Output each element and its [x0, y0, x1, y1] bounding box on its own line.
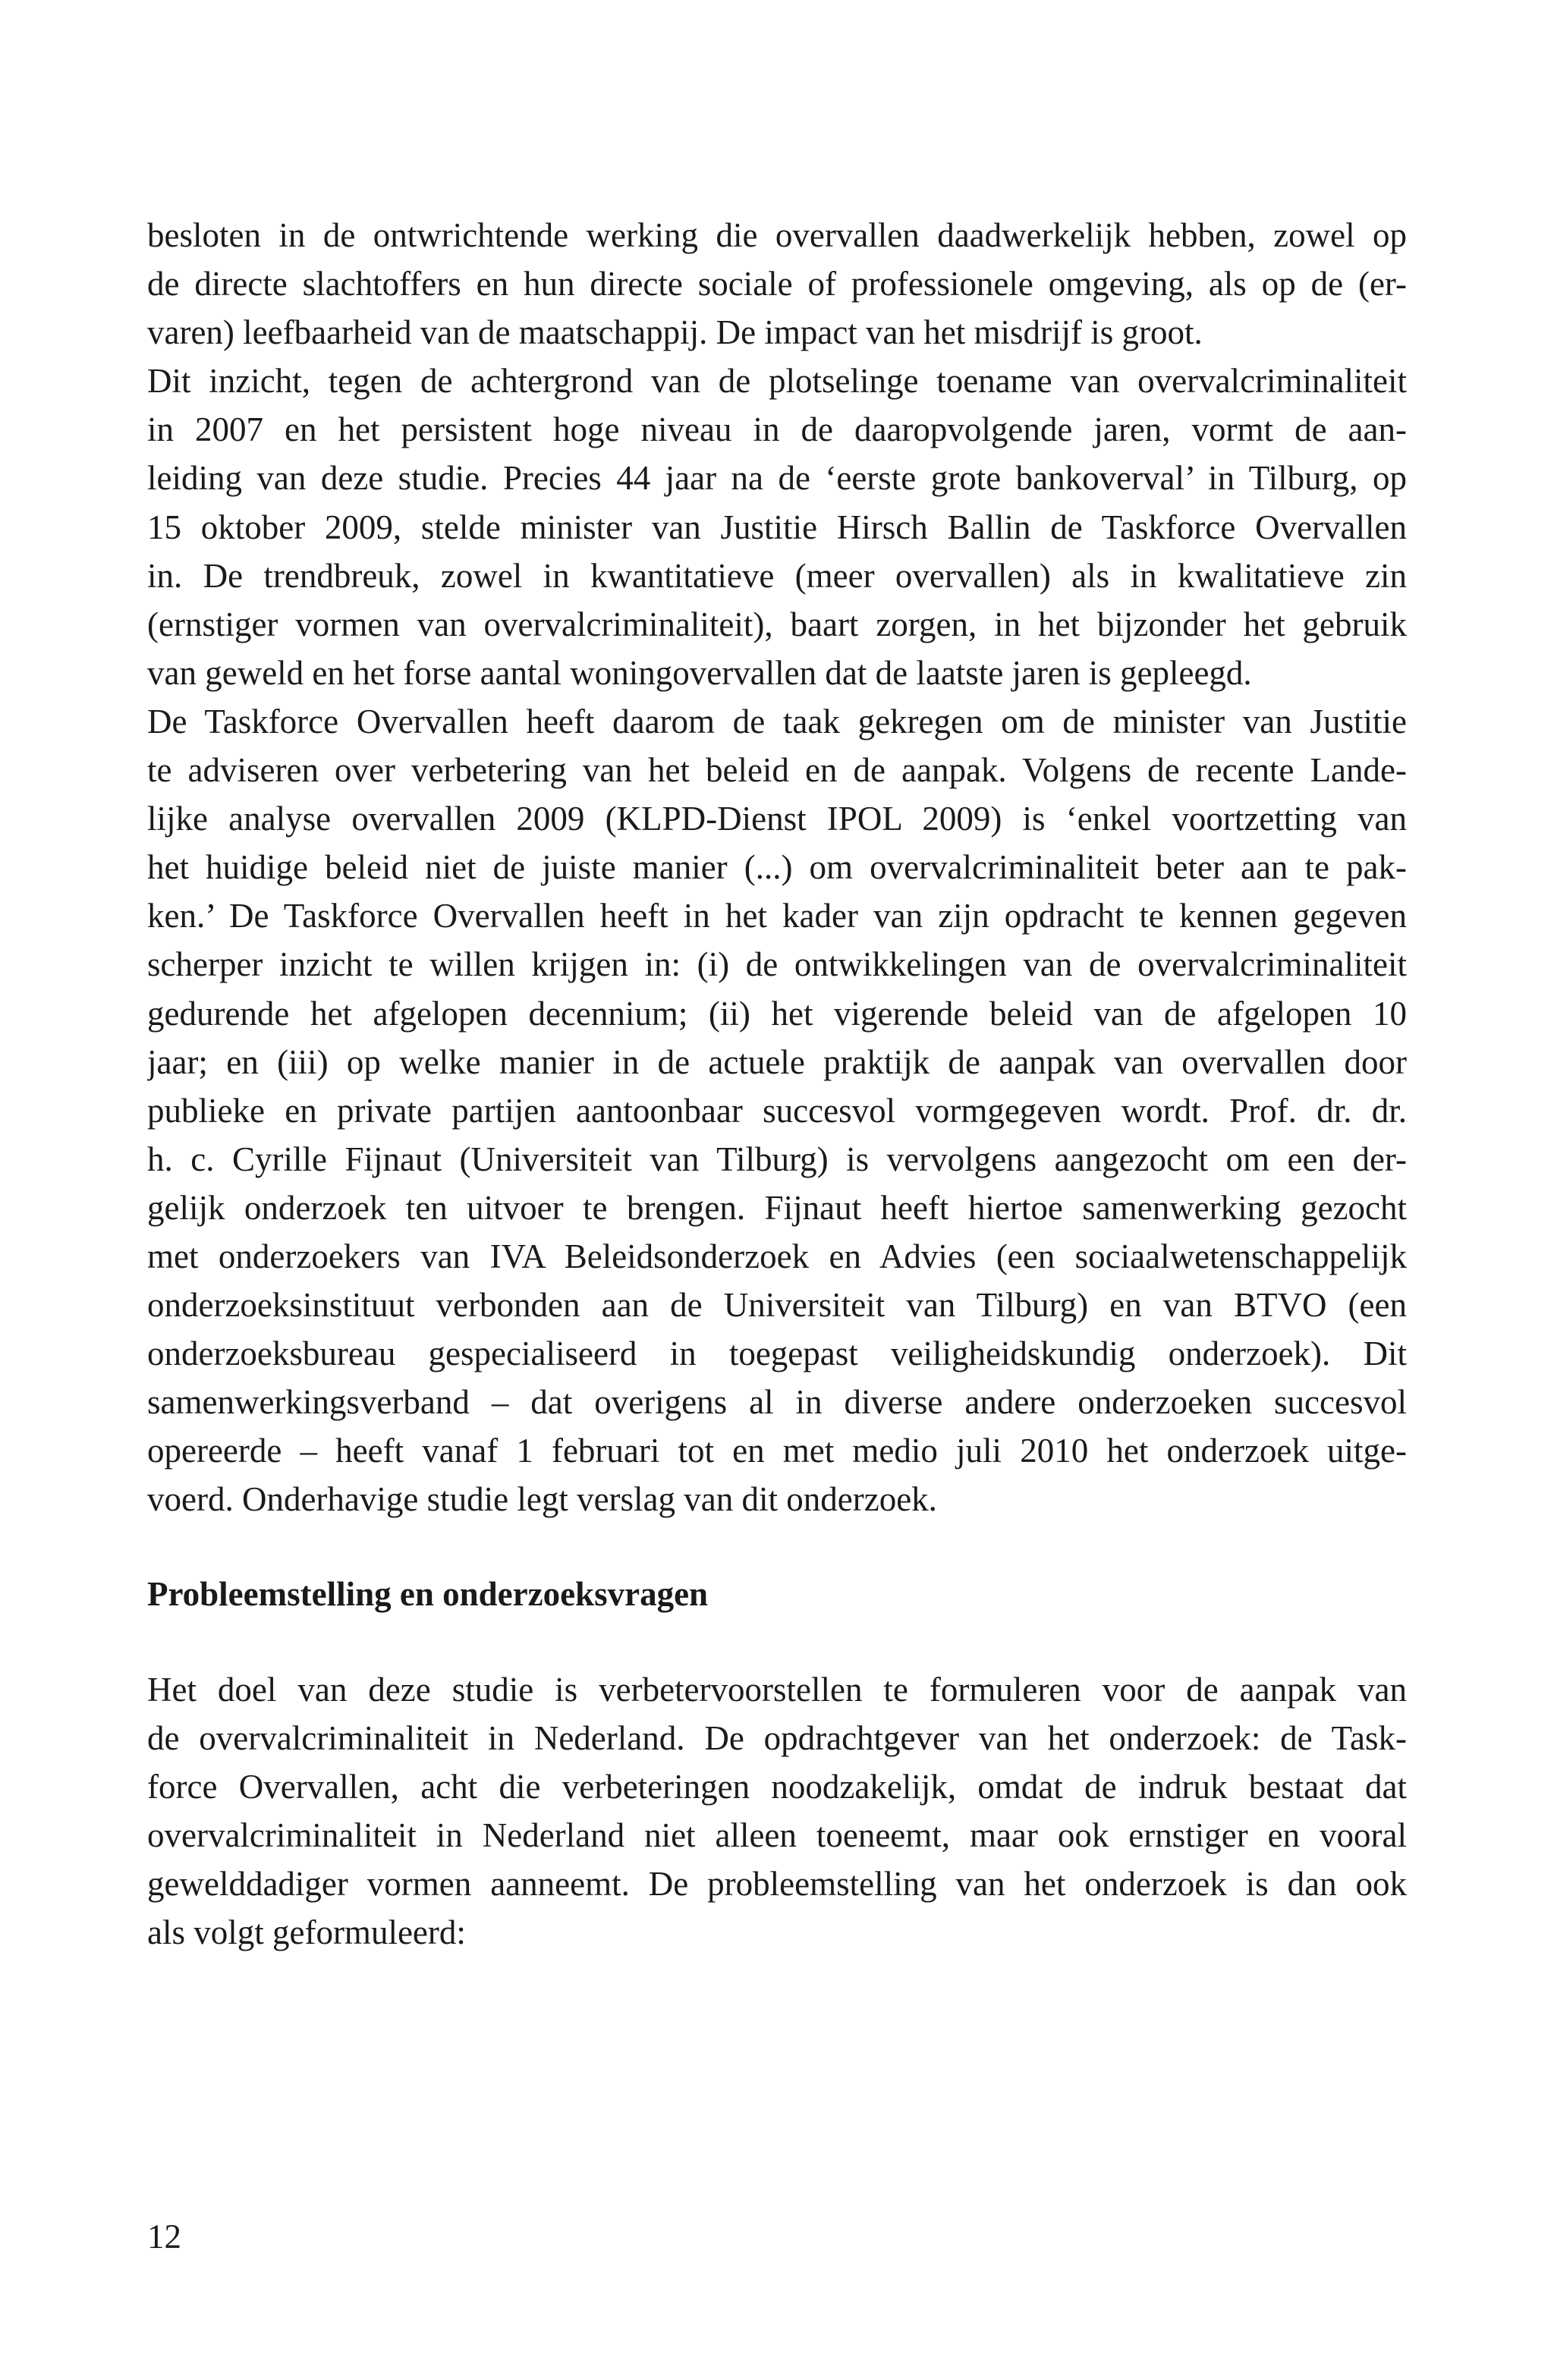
text-line: te adviseren over verbetering van het beleid en de aanpak. Volgens de recente Lande- — [147, 751, 1407, 790]
text-line: samenwerkingsverband – dat overigens al in diverse andere onderzoeken succesvol — [147, 1383, 1407, 1422]
text-line: onderzoeksinstituut verbonden aan de Universiteit van Tilburg) en van BTVO (een — [147, 1286, 1407, 1325]
text-line: gewelddadiger vormen aanneemt. De probleemstelling van het onderzoek is dan ook — [147, 1864, 1407, 1903]
text-line: jaar; en (iii) op welke manier in de actuele praktijk de aanpak van overvallen door — [147, 1042, 1407, 1081]
text-line: opereerde – heeft vanaf 1 februari tot en met medio juli 2010 het onderzoek uitge- — [147, 1432, 1407, 1470]
paragraph-1 — [147, 211, 1407, 357]
section-heading: Probleemstelling en onderzoeksvragen — [147, 1574, 709, 1613]
paragraph-3 — [147, 697, 1407, 1524]
text-line: De Taskforce Overvallen heeft daarom de taak gekregen om de minister van Justitie — [147, 702, 1407, 740]
text-line: overvalcriminaliteit in Nederland niet alleen toeneemt, maar ook ernstiger en vooral — [147, 1816, 1407, 1854]
paragraph-4 — [147, 1665, 1407, 1957]
text-line: 15 oktober 2009, stelde minister van Justitie Hirsch Ballin de Taskforce Overvallen — [147, 508, 1407, 546]
text-line: lijke analyse overvallen 2009 (KLPD-Dienst IPOL 2009) is ‘enkel voortzetting van — [147, 800, 1407, 838]
text-line: van geweld en het forse aantal woningovervallen dat de laatste jaren is gepleegd. — [147, 653, 1252, 692]
text-line: in 2007 en het persistent hoge niveau in de daaropvolgende jaren, vormt de aan- — [147, 410, 1407, 449]
text-line: h. c. Cyrille Fijnaut (Universiteit van Tilburg) is vervolgens aangezocht om een der- — [147, 1140, 1407, 1178]
text-line: in. De trendbreuk, zowel in kwantitatieve (meer overvallen) als in kwalitatieve zin — [147, 556, 1407, 595]
text-line: (ernstiger vormen van overvalcriminaliteit), baart zorgen, in het bijzonder het gebruik — [147, 605, 1407, 643]
text-line: de overvalcriminaliteit in Nederland. De opdrachtgever van het onderzoek: de Task- — [147, 1718, 1407, 1757]
text-line: het huidige beleid niet de juiste manier (...) om overvalcriminaliteit beter aan te pak- — [147, 848, 1407, 887]
text-line: voerd. Onderhavige studie legt verslag van dit onderzoek. — [147, 1480, 937, 1519]
text-line: besloten in de ontwrichtende werking die overvallen daadwerkelijk hebben, zowel op — [147, 216, 1407, 254]
page-number: 12 — [147, 2218, 181, 2256]
text-line: scherper inzicht te willen krijgen in: (i) de ontwikkelingen van de overvalcriminaliteit — [147, 945, 1407, 984]
text-line: de directe slachtoffers en hun directe sociale of professionele omgeving, als op de (er- — [147, 265, 1407, 303]
text-line: leiding van deze studie. Precies 44 jaar na de ‘eerste grote bankoverval’ in Tilburg, op — [147, 459, 1407, 498]
text-line: force Overvallen, acht die verbeteringen noodzakelijk, omdat de indruk bestaat dat — [147, 1767, 1407, 1806]
text-line: Het doel van deze studie is verbetervoorstellen te formuleren voor de aanpak van — [147, 1670, 1407, 1709]
text-line: publieke en private partijen aantoonbaar succesvol vormgegeven wordt. Prof. dr. dr. — [147, 1091, 1407, 1130]
text-line: Dit inzicht, tegen de achtergrond van de plotselinge toename van overvalcriminaliteit — [147, 362, 1407, 401]
text-line: gedurende het afgelopen decennium; (ii) het vigerende beleid van de afgelopen 10 — [147, 994, 1407, 1033]
text-line: onderzoeksbureau gespecialiseerd in toegepast veiligheidskundig onderzoek). Dit — [147, 1335, 1407, 1373]
text-line: gelijk onderzoek ten uitvoer te brengen. Fijnaut heeft hiertoe samenwerking gezocht — [147, 1188, 1407, 1227]
paragraph-2 — [147, 357, 1407, 697]
text-line: ken.’ De Taskforce Overvallen heeft in het kader van zijn opdracht te kennen gegeven — [147, 897, 1407, 935]
text-line: als volgt geformuleerd: — [147, 1913, 466, 1951]
text-line: met onderzoekers van IVA Beleidsonderzoek en Advies (een sociaalwetenschappelijk — [147, 1237, 1407, 1275]
page-content — [147, 211, 1407, 1957]
text-line: varen) leefbaarheid van de maatschappij. De impact van het misdrijf is groot. — [147, 313, 1203, 352]
